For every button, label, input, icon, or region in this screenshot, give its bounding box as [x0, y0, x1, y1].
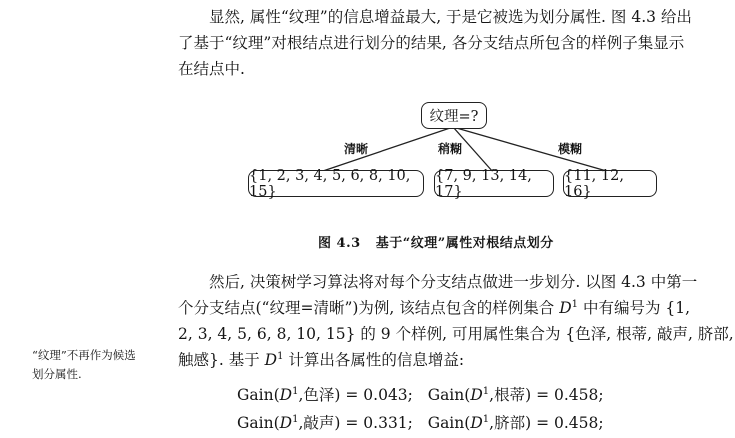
- gain-function: Gain: [427, 386, 465, 404]
- gain-value: 0.458: [553, 414, 599, 432]
- body-line: 然后, 决策树学习算法将对每个分支结点做进一步划分. 以图 4.3 中第一: [209, 273, 698, 291]
- attribute-name: 脐部: [494, 414, 526, 432]
- figure-number: 图 4.3: [318, 236, 361, 251]
- math-symbol-d: D: [470, 414, 483, 432]
- intro-line: 了基于“纹理”对根结点进行划分的结果, 各分支结点所包含的样例子集显示: [178, 34, 685, 52]
- body-line: [178, 295, 730, 321]
- equation-line: $Gain(D^1$,色泽) = 0.043; $Gain(D^1$,根蒂) = 0.458;: [237, 385, 604, 404]
- attribute-name: 根蒂: [494, 386, 526, 404]
- body-text: 个分支结点(“纹理=清晰”)为例, 该结点包含的样例集合: [178, 299, 560, 317]
- math-symbol-d: D: [279, 414, 293, 432]
- math-superscript: 1: [482, 413, 490, 425]
- math-symbol-d: D: [470, 386, 483, 404]
- body-line: 2, 3, 4, 5, 6, 8, 10, 15} 的 9 个样例, 可用属性集合为 {色泽, 根蒂, 敲声, 脐部,: [178, 325, 734, 343]
- math-superscript: 1: [482, 385, 490, 397]
- gain-function: Gain: [237, 414, 274, 432]
- intro-line: 显然, 属性“纹理”的信息增益最大, 于是它被选为划分属性. 图 4.3 给出: [209, 8, 692, 26]
- math-superscript: 1: [277, 350, 284, 362]
- tree-root-node: 纹理=?: [421, 102, 487, 129]
- body-paragraph: [178, 269, 734, 373]
- math-symbol-d: D: [559, 299, 572, 317]
- figure-caption: [318, 232, 554, 251]
- math-superscript: 1: [571, 298, 579, 310]
- margin-note-line: “纹理”不再作为候选: [32, 348, 136, 362]
- tree-edge-right: [453, 127, 610, 172]
- branch-label-blurry: 模糊: [558, 142, 583, 156]
- tree-edge-left: [320, 127, 453, 172]
- branch-label-clear: 清晰: [344, 142, 369, 156]
- math-superscript: 1: [292, 413, 299, 425]
- gain-function: Gain: [237, 386, 274, 404]
- attribute-name: 色泽: [303, 386, 335, 404]
- math-superscript: 1: [292, 385, 299, 397]
- margin-note: [32, 346, 136, 384]
- gain-function: Gain: [427, 414, 465, 432]
- gain-value: 0.043: [363, 386, 408, 404]
- math-symbol-d: D: [279, 386, 293, 404]
- body-text: 中有编号为 {1,: [578, 299, 691, 317]
- intro-paragraph: [178, 4, 730, 82]
- tree-leaf-node-slightly-blurry: {7, 9, 13, 14, 17}: [434, 170, 554, 197]
- figure-caption-text: 基于“纹理”属性对根结点划分: [375, 236, 554, 251]
- attribute-name: 敲声: [303, 414, 335, 432]
- body-line: [178, 347, 730, 373]
- tree-leaf-node-blurry: {11, 12, 16}: [563, 170, 657, 197]
- intro-line: 在结点中.: [178, 60, 245, 78]
- equation-line: $Gain(D^1$,敲声) = 0.331; $Gain(D^1$,脐部) = 0.458;: [237, 413, 604, 432]
- branch-label-slightly-blurry: 稍糊: [438, 142, 463, 156]
- margin-note-line: 划分属性.: [32, 367, 82, 381]
- gain-value: 0.331: [363, 414, 408, 432]
- gain-value: 0.458: [553, 386, 599, 404]
- tree-leaf-node-clear: {1, 2, 3, 4, 5, 6, 8, 10, 15}: [248, 170, 424, 197]
- math-symbol-d: D: [264, 351, 278, 369]
- body-text: 触感}. 基于: [178, 351, 265, 369]
- body-text: 计算出各属性的信息增益:: [283, 351, 465, 369]
